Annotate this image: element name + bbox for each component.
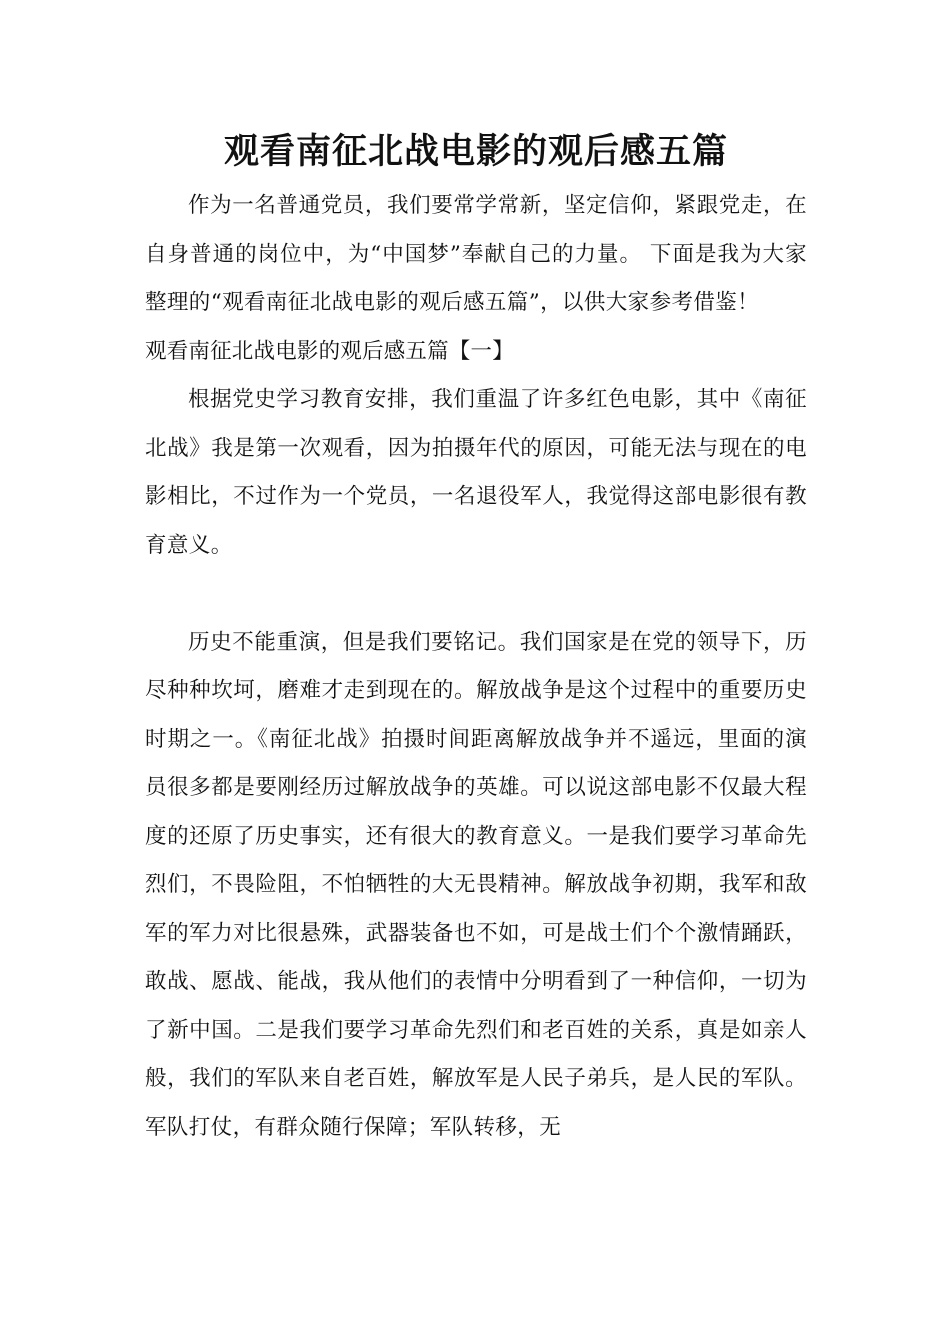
- document-title: 观看南征北战电影的观后感五篇: [223, 132, 728, 172]
- intro-paragraph: 作为一名普通党员，我们要常学常新，坚定信仰，紧跟党走，在自身普通的岗位中，为“中国梦”奉献自己的力量。 下面是我为大家整理的“观看南征北战电影的观后感五篇”，以供大家参考借鉴！: [145, 193, 807, 315]
- section-heading: 观看南征北战电影的观后感五篇【一】: [145, 338, 514, 364]
- body-paragraph-1: 根据党史学习教育安排，我们重温了许多红色电影，其中《南征北战》我是第一次观看，因为拍摄年代的原因，可能无法与现在的电影相比，不过作为一个党员，一名退役军人，我觉得这部电影很有教育意义。: [145, 387, 807, 558]
- paragraph-spacer: [145, 570, 807, 619]
- body-paragraph-2: 历史不能重演，但是我们要铭记。我们国家是在党的领导下，历尽种种坎坷，磨难才走到现在的。解放战争是这个过程中的重要历史时期之一。《南征北战》拍摄时间距离解放战争并不遥远，里面的演员很多都是要刚经历过解放战争的英雄。可以说这部电影不仅最大程度的还原了历史事实，还有很大的教育意义。一是我们要学习革命先烈们，不畏险阻，不怕牺牲的大无畏精神。解放战争初期，我军和敌军的军力对比很悬殊，武器装备也不如，可是战士们个个激情踊跃，敢战、愿战、能战，我从他们的表情中分明看到了一种信仰，一切为了新中国。二是我们要学习革命先烈们和老百姓的关系，真是如亲人般，我们的军队来自老百姓，解放军是人民子弟兵，是人民的军队。军队打仗，有群众随行保障；军队转移，无: [145, 629, 807, 1140]
